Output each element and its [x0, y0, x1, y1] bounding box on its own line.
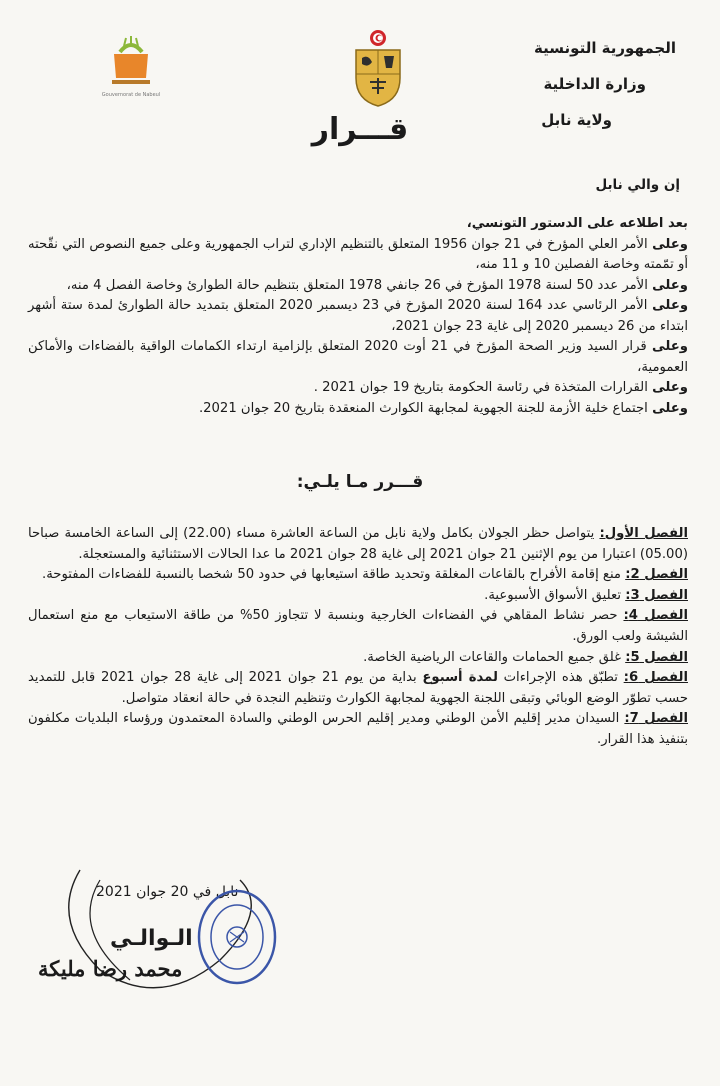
preamble-item: وعلى الأمر العلي المؤرخ في 21 جوان 1956 المتعلق بالتنظيم الإداري لتراب الجمهورية وعلى جميع النصوص التي نقّحته أو تمّمته وخاصة الفصلين 10 و 11 منه، — [28, 236, 688, 272]
preamble-heading: بعد اطلاعه على الدستور التونسي، — [466, 216, 688, 231]
governor-signature: محمد رضا مليكة — [38, 956, 183, 981]
ministry-name: وزارة الداخلية — [543, 75, 646, 93]
decision-subtitle: قـــرر مـا يلـي: — [296, 472, 424, 492]
governorate-name: ولاية نابل — [541, 111, 612, 129]
article-2: الفصل 2: منع إقامة الأفراح بالقاعات المغلقة وتحديد طاقة استيعابها في حدود 50 شخصا بالنسبة للفضاءات المفتوحة. — [42, 567, 688, 583]
articles — [28, 524, 688, 751]
logo-caption: Gouvernorat de Nabeul — [101, 92, 161, 98]
place-and-date: نابل في 20 جوان 2021 — [96, 884, 239, 900]
article-3: الفصل 3: تعليق الأسواق الأسبوعية. — [484, 587, 688, 603]
document-title: قـــرار — [311, 112, 409, 147]
official-stamp-icon — [196, 888, 278, 986]
governor-title: الـوالـي — [110, 926, 193, 951]
preamble-item: وعلى قرار السيد وزير الصحة المؤرخ في 21 أوت 2020 المتعلق بإلزامية ارتداء الكمامات الواقية بالفضاءات والأماكن العمومية، — [28, 339, 688, 375]
preamble-item: وعلى القرارات المتخذة في رئاسة الحكومة بتاريخ 19 جوان 2021 . — [313, 380, 688, 395]
article-5: الفصل 5: غلق جميع الحمامات والقاعات الرياضية الخاصة. — [363, 649, 688, 665]
governorate-logo — [100, 34, 162, 96]
tunisia-coat-of-arms-icon — [350, 28, 406, 108]
article-1: الفصل الأول: يتواصل حظر الجولان بكامل ولاية نابل من الساعة العاشرة مساء (22.00) إلى الساعة الخامسة صباحا (05.00) اعتبارا من يوم الإثنين 21 جوان 2021 إلى غاية 28 جوان 2021 ما عدا الحالات الاستثنائية والمستعجلة. — [28, 526, 688, 562]
letterhead — [496, 30, 676, 138]
preamble-item: وعلى الأمر عدد 50 لسنة 1978 المؤرخ في 26 جانفي 1978 المتعلق بتنظيم حالة الطوارئ وخاصة الفصل 4 منه، — [66, 277, 688, 293]
article-6: الفصل 6: تطبّق هذه الإجراءات لمدة أسبوع بداية من يوم 21 جوان 2021 إلى غاية 28 جوان 2021 قابل للتمديد حسب تطوّر الوضع الوبائي وتبقى اللجنة الجهوية لمجابهة الكوارث وتنظيم النجدة في حالة انعقاد متواصل. — [28, 670, 688, 706]
republic-name: الجمهورية التونسية — [534, 39, 676, 57]
preamble — [28, 214, 688, 419]
nabeul-logo-icon — [100, 34, 162, 92]
article-4: الفصل 4: حصر نشاط المقاهي في الفضاءات الخارجية وبنسبة لا تتجاوز 50% من طاقة الاستيعاب مع منع استعمال الشيشة ولعب الورق. — [28, 608, 688, 644]
preamble-item: وعلى الأمر الرئاسي عدد 164 لسنة 2020 المؤرخ في 23 ديسمبر 2020 المتعلق بتمديد حالة الطوارئ لمدة ستة أشهر ابتداء من 26 ديسمبر 2020 إلى غاية 23 جوان 2021، — [28, 298, 689, 334]
intro-line: إن والي نابل — [595, 177, 680, 193]
article-7: الفصل 7: السيدان مدير إقليم الأمن الوطني ومدير إقليم الحرس الوطني والسادة المعتمدون ورؤساء البلديات مكلفون بتنفيذ هذا القرار. — [28, 711, 688, 747]
preamble-item: وعلى اجتماع خلية الأزمة للجنة الجهوية لمجابهة الكوارث المنعقدة بتاريخ 20 جوان 2021. — [198, 400, 688, 416]
